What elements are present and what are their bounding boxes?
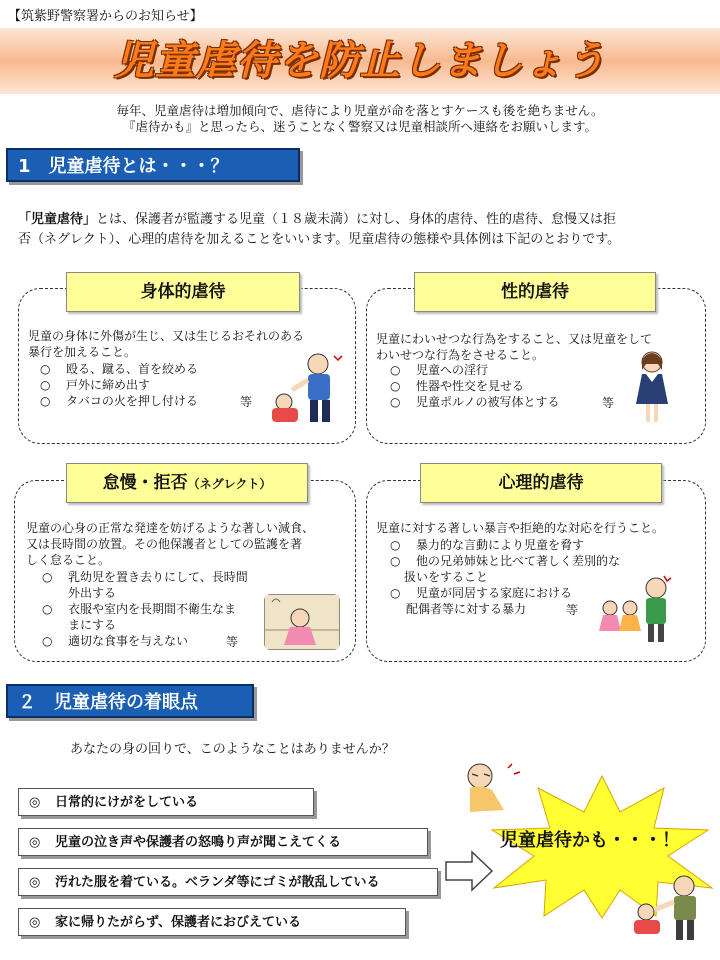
neglect-item-cont: 外出する (68, 586, 117, 600)
definition-text (18, 210, 708, 250)
neglect-title-sub: （ネグレクト） (187, 477, 272, 491)
psych-etc: 等 (566, 603, 579, 617)
bullet-icon: ○ (42, 570, 53, 584)
check-item: ◎ 汚れた服を着ている。ベランダ等にゴミが散乱している (18, 868, 438, 896)
bullet-icon: ○ (390, 586, 401, 600)
neglect-item-cont: まにする (68, 618, 117, 632)
physical-item: ○ 戸外に締め出す (40, 378, 151, 392)
physical-desc-line-2: 暴行を加えること。 (28, 345, 137, 359)
physical-item: ○ 殴る、蹴る、首を絞める (40, 362, 199, 376)
definition-term: 「児童虐待」 (18, 212, 97, 227)
question-text: あなたの身の回りで、このようなことはありませんか？ (70, 742, 395, 757)
neglect-desc-line-2: 又は長時間の放置。その他保護者としての監護を著 (26, 537, 303, 551)
sexual-etc: 等 (602, 396, 615, 410)
psychological-abuse-title: 心理的虐待 (420, 463, 662, 503)
intro-line-1: 毎年、児童虐待は増加傾向で、虐待により児童が命を落とすケースも後を絶ちません。 (116, 103, 604, 118)
physical-item: ○ タバコの火を押し付ける (40, 394, 198, 408)
double-circle-icon: ◎ (29, 915, 41, 930)
check-item: ◎ 日常的にけがをしている (18, 788, 314, 816)
section-2-heading: ２ 児童虐待の着眼点 (6, 684, 254, 718)
double-circle-icon: ◎ (29, 835, 41, 850)
bullet-icon: ○ (42, 602, 53, 616)
bullet-icon: ○ (390, 554, 401, 568)
bullet-icon: ○ (40, 394, 51, 408)
bullet-icon: ○ (390, 395, 401, 409)
bullet-icon: ○ (390, 379, 401, 393)
bullet-icon: ○ (390, 363, 401, 377)
neglect-desc-line-3: しく怠ること。 (26, 553, 111, 567)
neglect-illustration (264, 594, 340, 650)
bullet-icon: ○ (40, 362, 51, 376)
neglect-title-main: 怠慢・拒否 (102, 473, 188, 493)
neglect-item: ○ 衣服や室内を長期間不衛生なま (42, 602, 237, 616)
psych-item: ○ 児童が同居する家庭における (390, 586, 573, 600)
neglect-desc-line-1: 児童の心身の正常な発達を妨げるような著しい減食、 (26, 521, 315, 535)
intro-text (0, 103, 720, 135)
sexual-abuse-title: 性的虐待 (414, 272, 656, 312)
psych-item-cont: 扱いをすること (404, 570, 489, 584)
check-item: ◎ 児童の泣き声や保護者の怒鳴り声が聞こえてくる (18, 828, 428, 856)
neglect-etc: 等 (226, 635, 239, 649)
definition-line-2: 否（ネグレクト）、心理的虐待を加えることをいいます。児童虐待の態様や具体例は下記のとおりです。 (18, 232, 621, 247)
check-item: ◎ 家に帰りたがらず、保護者におびえている (18, 908, 406, 936)
sexual-desc-line-1: 児童にわいせつな行為をすること、又は児童をして (376, 332, 653, 346)
psych-item-cont: 配偶者等に対する暴力 (406, 602, 527, 616)
physical-abuse-illustration (264, 350, 348, 430)
neglect-desc (26, 520, 356, 568)
abuse-scene-illustration (628, 872, 714, 944)
physical-etc: 等 (240, 395, 253, 409)
neglect-title (66, 463, 308, 503)
neglect-item: ○ 適切な食事を与えない (42, 634, 189, 648)
burst-text: 児童虐待かも・・・！ (500, 830, 680, 851)
double-circle-icon: ◎ (29, 795, 41, 810)
bullet-icon: ○ (42, 634, 53, 648)
definition-line-1: とは、保護者が監護する児童（１８歳未満）に対し、身体的虐待、性的虐待、怠慢又は拒 (96, 212, 617, 227)
psych-item: ○ 暴力的な言動により児童を脅す (390, 538, 585, 552)
neglect-item: ○ 乳幼児を置き去りにして、長時間 (42, 570, 248, 584)
section-1-heading: 1 児童虐待とは・・・？ (6, 148, 300, 182)
crying-child-illustration (456, 760, 526, 816)
intro-line-2: 『虐待かも』と思ったら、迷うことなく警察又は児童相談所へ連絡をお願いします。 (122, 119, 597, 134)
psych-item: ○ 他の兄弟姉妹と比べて著しく差別的な (390, 554, 621, 568)
sexual-item: ○ 児童ポルノの被写体とする (390, 395, 560, 409)
girl-illustration (630, 350, 674, 428)
sexual-item: ○ 性器や性交を見せる (390, 379, 525, 393)
notice-label: 【筑紫野警察署からのお知らせ】 (8, 9, 203, 24)
sexual-item: ○ 児童への淫行 (390, 363, 489, 377)
bullet-icon: ○ (40, 378, 51, 392)
sexual-desc-line-2: わいせつな行為をさせること。 (376, 348, 545, 362)
physical-desc-line-1: 児童の身体に外傷が生じ、又は生じるおそれのある (28, 329, 305, 343)
family-illustration (594, 574, 678, 644)
physical-abuse-title: 身体的虐待 (66, 272, 300, 312)
double-circle-icon: ◎ (29, 875, 41, 890)
psychological-abuse-desc: 児童に対する著しい暴言や拒絶的な対応を行うこと。 (376, 521, 665, 535)
bullet-icon: ○ (390, 538, 401, 552)
page-title: 児童虐待を防止しましょう (114, 38, 606, 84)
